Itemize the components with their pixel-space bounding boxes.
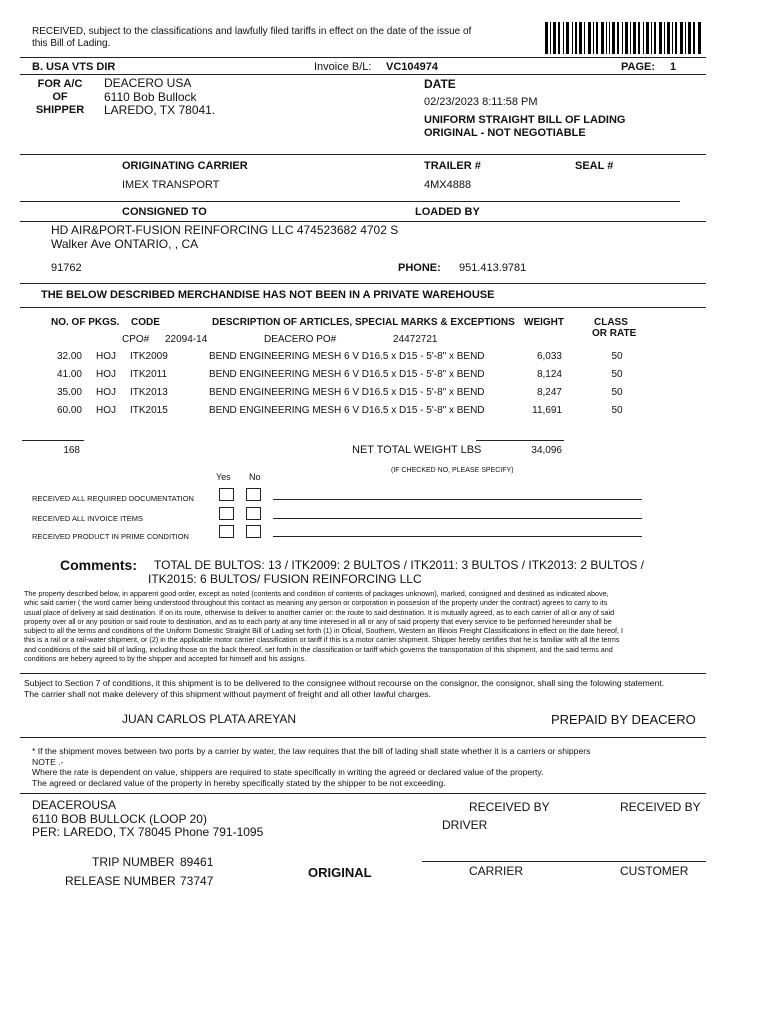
page-value: 1 (670, 61, 677, 73)
checklist-item-label: RECEIVED ALL REQUIRED DOCUMENTATION (32, 494, 194, 503)
col-header-description: DESCRIPTION OF ARTICLES, SPECIAL MARKS & EXCEPTIONS (212, 317, 515, 328)
row-weight: 8,247 (536, 387, 562, 398)
company-line: B. USA VTS DIR (32, 61, 116, 73)
row-class: 50 (611, 405, 623, 416)
row-weight: 8,124 (536, 369, 562, 380)
row-unit: HOJ (96, 369, 116, 380)
shipper-address-2: LAREDO, TX 78041. (104, 103, 216, 117)
terms-line: usual place of delivery at said destination. If on its route, otherwise to deliver to another carrier or: the route to said destination. It is mutually agreed, as to each carrier of all or any of said (24, 607, 615, 617)
shipper-bottom-rule (20, 154, 706, 155)
consigned-label: CONSIGNED TO (122, 206, 207, 218)
terms-line: whic said carrier ( the word carrier being understood throughout this contact as meaning any person or corporation in possesion of the property under the contract) agrees to carry to its (24, 598, 608, 608)
bol-title (424, 114, 625, 140)
yes-checkbox[interactable] (219, 488, 234, 501)
row-code: ITK2011 (130, 369, 168, 380)
warehouse-bottom-rule (20, 307, 706, 308)
terms-line: subject to all the terms and conditions of the Uniform Domestic Straight Bill of Lading set forth (1) in Oficial, Southern, Western an Illinois Freight Classifications in effect on the date hereof, I (24, 626, 623, 636)
checklist-item-label: RECEIVED PRODUCT IN PRIME CONDITION (32, 532, 189, 541)
specify-line[interactable] (273, 499, 642, 500)
consignee-bottom-rule (20, 283, 706, 284)
consignee-line-1: HD AIR&PORT-FUSION REINFORCING LLC 474523682 4702 S (51, 223, 399, 237)
no-checkbox[interactable] (246, 525, 261, 538)
footer-address (32, 799, 263, 840)
specify-line[interactable] (273, 536, 642, 537)
row-qty: 32.00 (56, 351, 82, 362)
water-note-bottom-rule (20, 793, 706, 794)
carrier-value: IMEX TRANSPORT (122, 179, 220, 191)
trip-label: TRIP NUMBER (92, 855, 175, 869)
trailer-value: 4MX4888 (424, 179, 472, 191)
bol-title-2: ORIGINAL - NOT NEGOTIABLE (424, 127, 586, 139)
water-note-line-4: The agreed or declared value of the property in hereby specifically stated by the shipper to be not exceeding. (32, 777, 446, 788)
barcode-graphic (545, 22, 701, 54)
row-unit: HOJ (96, 405, 116, 416)
driver-label: DRIVER (442, 818, 488, 832)
terms-line: and conditions of the said bill of lading, including those on the back thereof, set forth in the classification or tariff which governs the transportation of this shipment, and the said terms and (24, 644, 613, 654)
customer-signature-label: CUSTOMER (620, 864, 689, 878)
po-value: 24472721 (393, 334, 438, 345)
pkgs-total-rule (22, 440, 84, 441)
consignee-top-rule (20, 221, 706, 222)
shipper-label-1: FOR A/C (37, 78, 83, 90)
consignee-address (51, 224, 398, 251)
row-class: 50 (611, 387, 623, 398)
release-label: RELEASE NUMBER (65, 874, 176, 888)
footer-address-1: 6110 BOB BULLOCK (LOOP 20) (32, 811, 207, 826)
col-header-weight: WEIGHT (524, 317, 564, 328)
shipper-label-2: OF (52, 91, 68, 103)
yes-checkbox[interactable] (219, 525, 234, 538)
terms-bottom-rule (20, 673, 706, 674)
section7-line-1: Subject to Section 7 of conditions, it this shipment is to be delivered to the consignee without recourse on the consignor, the consignor, shall sing the folowing statement. (24, 678, 665, 688)
comments-line-1: TOTAL DE BULTOS: 13 / ITK2009: 2 BULTOS / ITK2011: 3 BULTOS / ITK2013: 2 BULTOS / (154, 558, 644, 572)
date-label: DATE (424, 77, 456, 91)
shipper-address (104, 77, 215, 118)
comments-text (148, 558, 644, 586)
row-class: 50 (611, 369, 623, 380)
seal-label: SEAL # (575, 160, 614, 172)
terms-line: The property described below, in apparent good order, except as noted (contents and condition of contents of packages unknown), marked, consigned and destined as indicated above, (24, 589, 609, 598)
net-total-value: 34,096 (531, 445, 562, 456)
col-header-pkgs: NO. OF PKGS. (51, 317, 120, 328)
row-code: ITK2013 (130, 387, 168, 398)
row-desc: BEND ENGINEERING MESH 6 V D16.5 x D15 - 5'-8" x BEND (209, 405, 485, 416)
trip-value: 89461 (180, 855, 214, 869)
water-note-line-3: Where the rate is dependent on value, shippers are required to state specifically in writing the agreed or declared value of the property. (32, 767, 544, 777)
po-label: DEACERO PO# (264, 334, 337, 345)
table-row (0, 351, 768, 369)
weight-total-rule (476, 440, 564, 441)
table-row (0, 387, 768, 405)
no-checkbox[interactable] (246, 507, 261, 520)
page-label: PAGE: (621, 61, 656, 73)
carrier-bottom-rule (20, 201, 680, 202)
col-header-class-1: CLASS (594, 317, 628, 328)
water-note-line-1: * If the shipment moves between two ports by a carrier by water, the law requires that the bill of lading shall state whether it is a carriers or shippers (32, 746, 591, 756)
terms-line: property over all or any position or said route to destination, and as to each party at any time interesed in all or any of said property that every service to be performed hereunder shall be (24, 616, 612, 626)
yes-label: Yes (216, 472, 231, 482)
row-qty: 35.00 (56, 387, 82, 398)
cpo-label: CPO# (122, 334, 150, 345)
section7-text (24, 678, 664, 699)
carrier-signature-label: CARRIER (469, 864, 524, 878)
row-weight: 6,033 (536, 351, 562, 362)
row-weight: 11,691 (532, 405, 562, 416)
header-top-rule (20, 57, 706, 58)
shipper-label-3: SHIPPER (35, 104, 85, 116)
yes-checkbox[interactable] (219, 507, 234, 520)
bol-title-1: UNIFORM STRAIGHT BILL OF LADING (424, 114, 626, 126)
col-header-class-2: OR RATE (592, 328, 637, 339)
cpo-value: 22094-14 (165, 334, 208, 345)
col-header-class (592, 317, 636, 339)
phone-label: PHONE: (398, 262, 441, 274)
checklist-item-label: RECEIVED ALL INVOICE ITEMS (32, 514, 144, 523)
received-notice: RECEIVED, subject to the classifications and lawfully filed tariffs in effect on the date of the issue of this Bill of Lading. (32, 26, 472, 49)
row-desc: BEND ENGINEERING MESH 6 V D16.5 x D15 - 5'-8" x BEND (209, 369, 485, 380)
row-qty: 60.00 (56, 405, 82, 416)
carrier-label: ORIGINATING CARRIER (122, 160, 248, 172)
prepaid-by: PREPAID BY DEACERO (551, 712, 696, 727)
warehouse-notice: THE BELOW DESCRIBED MERCHANDISE HAS NOT BEEN IN A PRIVATE WAREHOUSE (41, 289, 495, 301)
original-label: ORIGINAL (308, 865, 372, 880)
section7-line-2: The carrier shall not make delevery of this shipment without payment of freight and all other lawful charges. (24, 688, 431, 699)
water-note (32, 746, 590, 788)
footer-address-2: PER: LAREDO, TX 78045 Phone 791-1095 (32, 825, 264, 839)
shipper-address-1: 6110 Bob Bullock (104, 89, 197, 104)
trailer-label: TRAILER # (424, 160, 481, 172)
terms-line: this is a rail or a rail-water shipment, or (2) in the applicable motor carrier classification or tariff if this is a motor carrier shipment. Shipper hereby certifies that he is familiar with all the terms (24, 635, 620, 645)
received-by-carrier: RECEIVED BY (469, 800, 550, 814)
row-desc: BEND ENGINEERING MESH 6 V D16.5 x D15 - 5'-8" x BEND (209, 387, 485, 398)
row-code: ITK2015 (130, 405, 168, 416)
phone-value: 951.413.9781 (459, 262, 527, 274)
header-bottom-rule (20, 74, 706, 75)
row-class: 50 (611, 351, 623, 362)
net-total-label: NET TOTAL WEIGHT LBS (352, 444, 482, 456)
barcode (545, 22, 701, 54)
footer-company: DEACEROUSA (32, 798, 117, 812)
loaded-by-label: LOADED BY (415, 206, 480, 218)
date-value: 02/23/2023 8:11:58 PM (424, 96, 538, 108)
signer-name: JUAN CARLOS PLATA AREYAN (122, 712, 297, 726)
release-value: 73747 (180, 874, 214, 888)
row-code: ITK2009 (130, 351, 168, 362)
comments-line-2: ITK2015: 6 BULTOS/ FUSION REINFORCING LLC (148, 572, 422, 586)
row-desc: BEND ENGINEERING MESH 6 V D16.5 x D15 - 5'-8" x BEND (209, 351, 485, 362)
water-note-line-2: NOTE .- (32, 756, 64, 767)
row-qty: 41.00 (56, 369, 82, 380)
terms-text (24, 589, 714, 663)
specify-line[interactable] (273, 518, 642, 519)
consignee-line-2: Walker Ave ONTARIO, , CA (51, 236, 199, 251)
no-label: No (249, 472, 261, 482)
invoice-value: VC104974 (386, 61, 438, 73)
col-header-code: CODE (131, 317, 160, 328)
row-unit: HOJ (96, 351, 116, 362)
received-by-customer: RECEIVED BY (620, 800, 701, 814)
terms-line: conditions are hebery agreed to by the shipper and accepted for himself and his assigns. (24, 654, 307, 664)
no-checkbox[interactable] (246, 488, 261, 501)
table-row (0, 405, 768, 423)
section7-bottom-rule (20, 737, 706, 738)
table-row (0, 369, 768, 387)
consignee-zip: 91762 (51, 262, 82, 274)
shipper-name: DEACERO USA (104, 76, 192, 90)
comments-label: Comments: (60, 557, 138, 573)
row-unit: HOJ (96, 387, 116, 398)
checklist-note: (IF CHECKED NO, PLEASE SPECIFY) (391, 467, 514, 474)
shipper-label (30, 78, 90, 117)
total-pkgs: 168 (63, 445, 80, 456)
signature-rule (422, 861, 706, 862)
invoice-label: Invoice B/L: (314, 61, 372, 73)
